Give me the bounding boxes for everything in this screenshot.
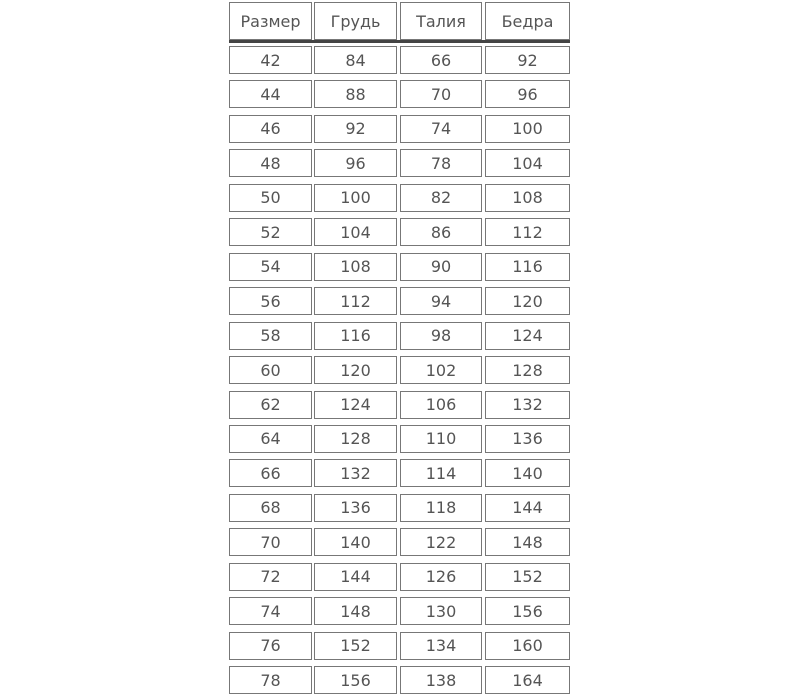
hips-cell: 136: [485, 425, 570, 453]
waist-cell: 98: [400, 322, 482, 350]
table-row: [227, 218, 573, 246]
table-row: [227, 253, 573, 281]
hips-cell: 132: [485, 391, 570, 419]
waist-cell: 66: [400, 46, 482, 74]
waist-cell: 126: [400, 563, 482, 591]
size-cell: 76: [229, 632, 312, 660]
chest-cell: 104: [314, 218, 397, 246]
waist-cell: 74: [400, 115, 482, 143]
chest-cell: 108: [314, 253, 397, 281]
waist-cell: 90: [400, 253, 482, 281]
table-row: [227, 528, 573, 556]
hips-cell: 128: [485, 356, 570, 384]
chest-cell: 152: [314, 632, 397, 660]
size-cell: 60: [229, 356, 312, 384]
size-cell: 58: [229, 322, 312, 350]
size-cell: 70: [229, 528, 312, 556]
hips-cell: 144: [485, 494, 570, 522]
waist-cell: 134: [400, 632, 482, 660]
chest-cell: 92: [314, 115, 397, 143]
table-row: [227, 115, 573, 143]
size-chart-table: [227, 0, 573, 700]
header-waist: Талия: [400, 2, 482, 40]
table-row: [227, 494, 573, 522]
table-row: [227, 287, 573, 315]
table-row: [227, 46, 573, 74]
hips-cell: 92: [485, 46, 570, 74]
hips-cell: 140: [485, 459, 570, 487]
size-cell: 44: [229, 80, 312, 108]
chest-cell: 136: [314, 494, 397, 522]
waist-cell: 114: [400, 459, 482, 487]
hips-cell: 108: [485, 184, 570, 212]
waist-cell: 118: [400, 494, 482, 522]
hips-cell: 120: [485, 287, 570, 315]
table-row: [227, 149, 573, 177]
hips-cell: 96: [485, 80, 570, 108]
hips-cell: 124: [485, 322, 570, 350]
size-cell: 64: [229, 425, 312, 453]
waist-cell: 82: [400, 184, 482, 212]
hips-cell: 104: [485, 149, 570, 177]
hips-cell: 160: [485, 632, 570, 660]
table-header-row: [227, 2, 573, 30]
hips-cell: 112: [485, 218, 570, 246]
waist-cell: 130: [400, 597, 482, 625]
table-row: [227, 391, 573, 419]
hips-cell: 156: [485, 597, 570, 625]
header-size: Размер: [229, 2, 312, 40]
hips-cell: 100: [485, 115, 570, 143]
chest-cell: 156: [314, 666, 397, 694]
size-cell: 62: [229, 391, 312, 419]
chest-cell: 116: [314, 322, 397, 350]
waist-cell: 122: [400, 528, 482, 556]
size-cell: 46: [229, 115, 312, 143]
waist-cell: 110: [400, 425, 482, 453]
size-cell: 54: [229, 253, 312, 281]
hips-cell: 164: [485, 666, 570, 694]
table-row: [227, 322, 573, 350]
waist-cell: 106: [400, 391, 482, 419]
header-hips: Бедра: [485, 2, 570, 40]
chest-cell: 96: [314, 149, 397, 177]
chest-cell: 124: [314, 391, 397, 419]
chest-cell: 84: [314, 46, 397, 74]
hips-cell: 148: [485, 528, 570, 556]
hips-cell: 152: [485, 563, 570, 591]
table-row: [227, 563, 573, 591]
size-cell: 42: [229, 46, 312, 74]
chest-cell: 140: [314, 528, 397, 556]
table-row: [227, 356, 573, 384]
table-row: [227, 666, 573, 694]
waist-cell: 70: [400, 80, 482, 108]
hips-cell: 116: [485, 253, 570, 281]
table-row: [227, 425, 573, 453]
table-row: [227, 184, 573, 212]
table-row: [227, 459, 573, 487]
chest-cell: 120: [314, 356, 397, 384]
size-cell: 50: [229, 184, 312, 212]
table-row: [227, 632, 573, 660]
table-row: [227, 80, 573, 108]
chest-cell: 88: [314, 80, 397, 108]
waist-cell: 86: [400, 218, 482, 246]
size-cell: 74: [229, 597, 312, 625]
waist-cell: 94: [400, 287, 482, 315]
size-cell: 56: [229, 287, 312, 315]
waist-cell: 78: [400, 149, 482, 177]
size-cell: 78: [229, 666, 312, 694]
chest-cell: 148: [314, 597, 397, 625]
header-divider: [229, 40, 570, 43]
table-row: [227, 597, 573, 625]
size-cell: 48: [229, 149, 312, 177]
size-cell: 72: [229, 563, 312, 591]
size-cell: 68: [229, 494, 312, 522]
header-chest: Грудь: [314, 2, 397, 40]
size-cell: 66: [229, 459, 312, 487]
size-cell: 52: [229, 218, 312, 246]
waist-cell: 138: [400, 666, 482, 694]
chest-cell: 144: [314, 563, 397, 591]
chest-cell: 132: [314, 459, 397, 487]
chest-cell: 112: [314, 287, 397, 315]
chest-cell: 100: [314, 184, 397, 212]
chest-cell: 128: [314, 425, 397, 453]
waist-cell: 102: [400, 356, 482, 384]
